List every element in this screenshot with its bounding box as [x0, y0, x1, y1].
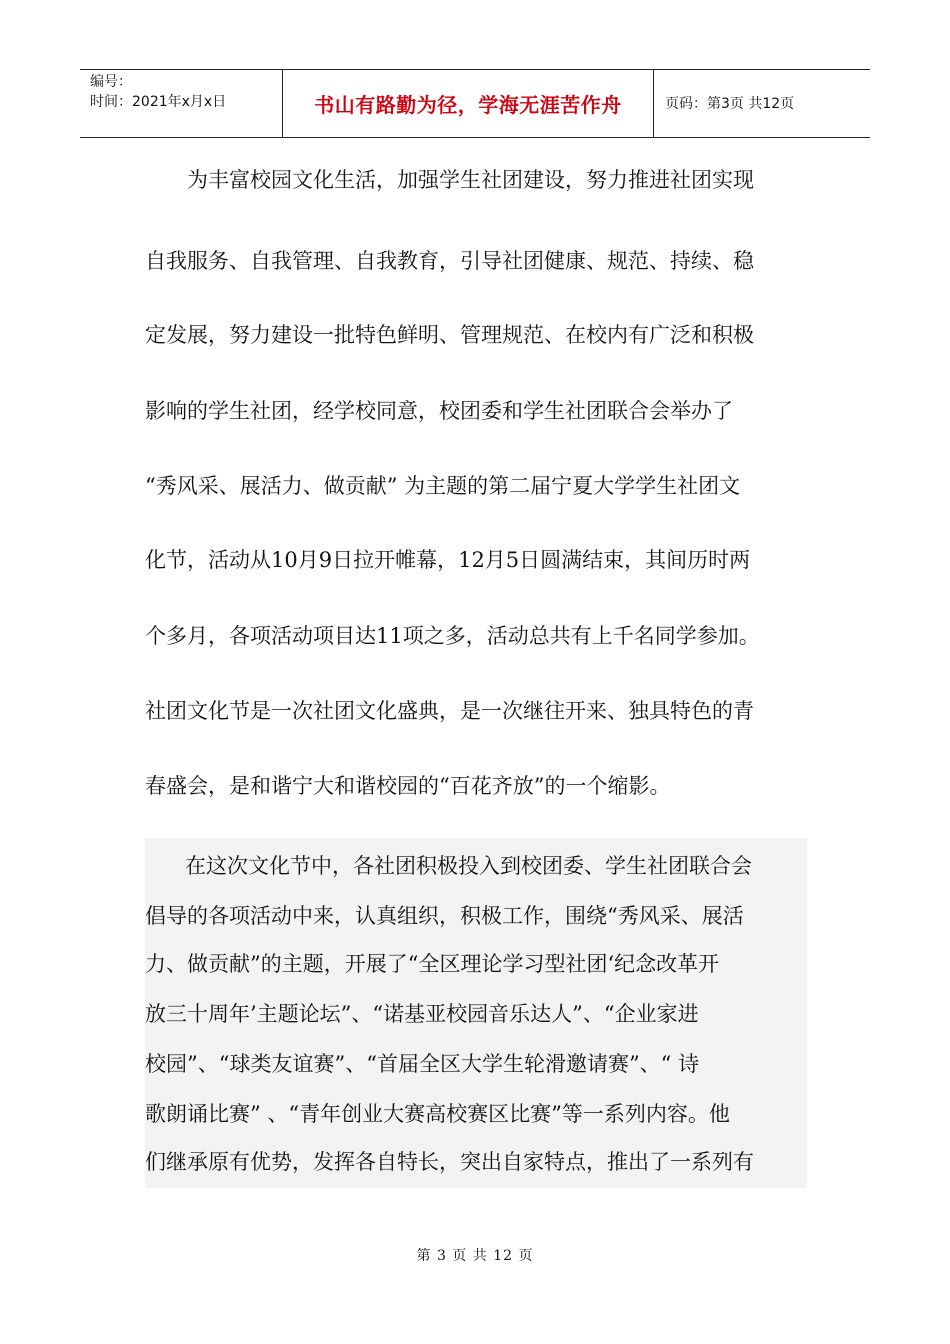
- page-header: [80, 69, 870, 138]
- paragraph-line: 们继承原有优势，发挥各自特长，突出自家特点，推出了一系列有: [145, 1150, 754, 1174]
- header-motto: 书山有路勤为径，学海无涯苦作舟: [314, 93, 622, 117]
- header-page-cell: [653, 70, 870, 137]
- paragraph-line: 影响的学生社团，经学校同意，校团委和学生社团联合会举办了: [145, 399, 733, 423]
- paragraph-line: 定发展，努力建设一批特色鲜明、管理规范、在校内有广泛和积极: [145, 323, 754, 347]
- paragraph-line: 在这次文化节中，各社团积极投入到校团委、学生社团联合会: [185, 854, 752, 878]
- paragraph-line: 化节，活动从10月9日拉开帷幕，12月5日圆满结束，其间历时两: [145, 548, 751, 572]
- document-number-label: 编号：: [90, 74, 132, 90]
- paragraph-line: 个多月，各项活动项目达11项之多，活动总共有上千名同学参加。: [145, 624, 760, 648]
- paragraph-line: 春盛会，是和谐宁大和谐校园的“百花齐放”的一个缩影。: [145, 774, 671, 798]
- paragraph-line: 倡导的各项活动中来，认真组织，积极工作，围绕“秀风采、展活: [145, 904, 744, 928]
- header-page-info: 页码：第3页 共12页: [665, 95, 795, 112]
- paragraph-line: 为丰富校园文化生活，加强学生社团建设，努力推进社团实现: [187, 168, 754, 192]
- paragraph-line: 校园”、“球类友谊赛”、“首届全区大学生轮滑邀请赛”、“ 诗: [145, 1052, 700, 1076]
- paragraph-line: 歌朗诵比赛” 、“青年创业大赛高校赛区比赛”等一系列内容。他: [145, 1102, 730, 1126]
- header-motto-cell: [282, 70, 654, 137]
- paragraph-line: 自我服务、自我管理、自我教育，引导社团健康、规范、持续、稳: [145, 249, 754, 273]
- document-date-label: 时间：2021年x月x日: [90, 94, 227, 110]
- header-meta-cell: [80, 70, 282, 137]
- paragraph-line: 力、做贡献”的主题，开展了“全区理论学习型社团‘纪念改革开: [145, 952, 720, 976]
- paragraph-line: “秀风采、展活力、做贡献” 为主题的第二届宁夏大学学生社团文: [145, 474, 741, 498]
- page-footer: 第 3 页 共 12 页: [416, 1248, 534, 1264]
- paragraph-line: 社团文化节是一次社团文化盛典，是一次继往开来、独具特色的青: [145, 699, 754, 723]
- paragraph-line: 放三十周年’主题论坛”、“诺基亚校园音乐达人”、“企业家进: [145, 1002, 699, 1026]
